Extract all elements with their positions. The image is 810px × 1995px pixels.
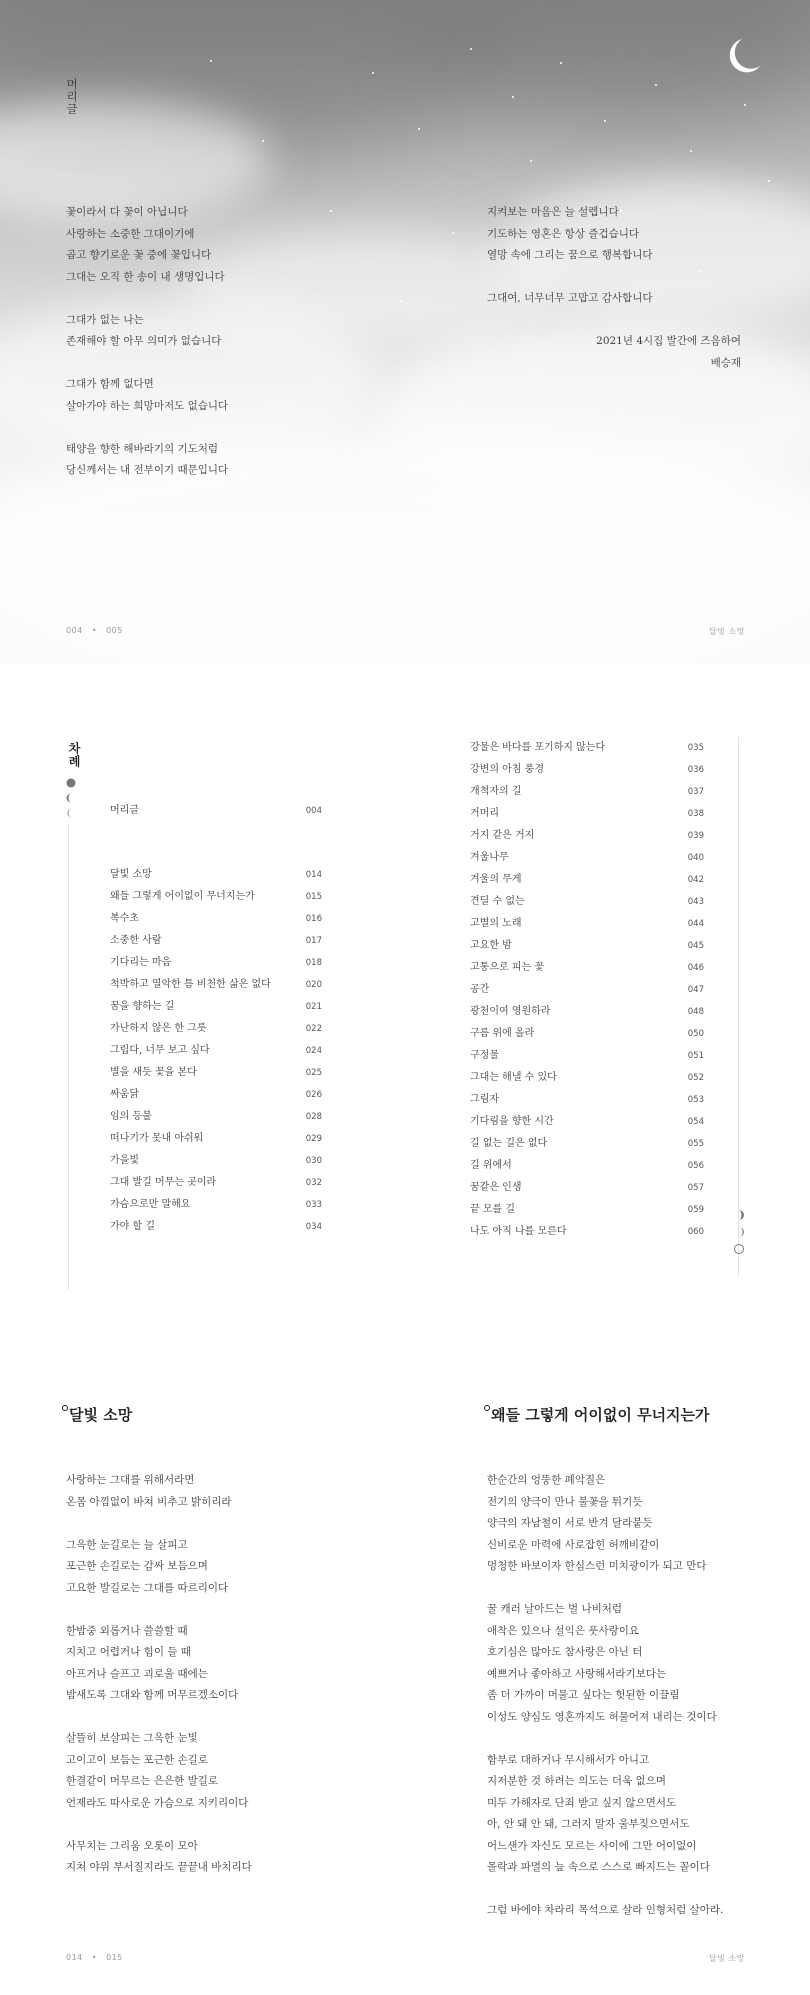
signature-date: 2021년 4시집 발간에 즈음하여 [596, 335, 741, 347]
toc-entry-title: 강변의 아침 풍경 [470, 764, 544, 775]
toc-entry-title: 가야 할 길 [110, 1221, 155, 1232]
toc-entry-page: 014 [305, 870, 322, 880]
toc-entry-page: 036 [687, 765, 704, 775]
toc-entry-page: 057 [687, 1183, 704, 1193]
toc-entry[interactable] [470, 957, 704, 979]
ring-icon [62, 1405, 68, 1411]
toc-entry[interactable] [470, 935, 704, 957]
toc-entry-title: 기다리는 마음 [110, 957, 172, 968]
poem-line: 멍청한 바보이자 한심스런 미치광이가 되고 만다 [487, 1560, 707, 1572]
toc-entry[interactable] [110, 864, 322, 886]
toc-entry-page: 050 [687, 1029, 704, 1039]
toc-entry[interactable] [110, 974, 322, 996]
folio: 004 • 005 [66, 626, 123, 635]
toc-entry-title: 견딜 수 없는 [470, 896, 525, 907]
toc-entry-title: 기다림을 향한 시간 [470, 1116, 554, 1127]
star [210, 60, 212, 62]
folio: 014 • 015 [66, 1953, 123, 1962]
poem-line: 호기심은 많아도 참사랑은 아닌 터 [487, 1646, 643, 1658]
toc-entry-page: 017 [305, 936, 322, 946]
poem-line: 살뜰히 보살피는 그윽한 눈빛 [66, 1732, 198, 1744]
toc-entry-title: 겨울의 무게 [470, 874, 522, 885]
star [512, 96, 514, 98]
toc-entry-page: 056 [687, 1161, 704, 1171]
line: 그대가 없는 나는 [66, 313, 144, 326]
toc-entry-title: 가을빛 [110, 1155, 139, 1166]
toc-entry[interactable] [470, 847, 704, 869]
toc-entry-title: 나도 아직 나를 모른다 [470, 1226, 567, 1237]
toc-entry[interactable] [110, 1040, 322, 1062]
toc-entry-page: 038 [687, 809, 704, 819]
toc-entry-title: 공간 [470, 984, 490, 995]
poem-line: 아, 안 돼 안 돼, 그러지 말자 울부짖으면서도 [487, 1818, 690, 1830]
moon-phase-icon [733, 1209, 745, 1259]
poem-title-right: 왜들 그렇게 어이없이 무너지는가 [484, 1404, 710, 1425]
star [372, 72, 374, 74]
toc-entry[interactable] [470, 781, 704, 803]
toc-entry-title: 꿈같은 인생 [470, 1182, 522, 1193]
toc-entry[interactable] [110, 996, 322, 1018]
poem-title-left: 달빛 소망 [62, 1404, 132, 1425]
toc-entry-page: 033 [305, 1200, 322, 1210]
signature-name: 배승재 [710, 356, 741, 369]
poem-line: 애착은 있으나 설익은 풋사랑이요 [487, 1624, 640, 1637]
toc-entry-title: 구름 위에 올라 [470, 1028, 535, 1039]
preface-spread [0, 0, 810, 665]
line: 열망 속에 그리는 꿈으로 행복합니다 [487, 249, 653, 261]
toc-entry[interactable] [110, 1062, 322, 1084]
toc-entry[interactable] [470, 803, 704, 825]
toc-entry-page: 042 [687, 875, 704, 885]
toc-entry[interactable] [110, 1106, 322, 1128]
preface-left-column [66, 202, 386, 482]
poem-line: 그럼 바에야 차라리 목석으로 살라 인형처럼 살아라. [487, 1904, 724, 1916]
toc-entry[interactable] [110, 1084, 322, 1106]
toc-entry-title: 소중한 사람 [110, 935, 162, 946]
running-title: 달빛 소망 [709, 627, 745, 636]
toc-entry-page: 020 [305, 980, 322, 990]
toc-entry-title: 달빛 소망 [110, 869, 152, 880]
toc-entry[interactable] [470, 825, 704, 847]
star [690, 150, 692, 152]
toc-entry-page: 048 [687, 1007, 704, 1017]
poem-line: 포근한 손길로는 감싸 보듬으며 [66, 1560, 208, 1572]
divider [738, 737, 739, 1277]
poems-spread [0, 1355, 810, 1995]
running-title: 달빛 소망 [709, 1954, 745, 1963]
toc-entry[interactable] [110, 1018, 322, 1040]
line: 그대가 함께 없다면 [66, 378, 154, 390]
toc-entry[interactable] [470, 1023, 704, 1045]
poem-line: 사무치는 그리움 오롯이 모아 [66, 1839, 198, 1852]
toc-entry[interactable] [470, 979, 704, 1001]
toc-entry-title: 고별의 노래 [470, 918, 522, 929]
toc-entry[interactable] [110, 1150, 322, 1172]
toc-entry-page: 043 [687, 897, 704, 907]
toc-entry[interactable] [110, 1128, 322, 1150]
toc-entry[interactable]: 머리글 004 [110, 805, 322, 816]
toc-entry-page: 052 [687, 1073, 704, 1083]
toc-entry-title: 광천이여 영원하라 [470, 1006, 551, 1017]
toc-entry-title: 그대 발길 머무는 곳이라 [110, 1177, 217, 1188]
toc-entry-page: 028 [305, 1112, 322, 1122]
poem-line: 몰락과 파멸의 늪 속으로 스스로 빠지드는 꼴이다 [487, 1861, 710, 1873]
page-number-right: 005 [106, 626, 123, 635]
toc-entry-page: 054 [687, 1117, 704, 1127]
toc-entry-title: 개척자의 길 [470, 786, 522, 797]
toc-entry[interactable] [470, 1111, 704, 1133]
poem-line: 양극의 자남철이 서로 반겨 달라붙듯 [487, 1517, 653, 1529]
line: 존재해야 할 아무 의미가 없습니다 [66, 335, 222, 347]
toc-entry[interactable] [470, 891, 704, 913]
toc-entry-title: 싸움닭 [110, 1089, 139, 1100]
poem-line: 예쁘거나 좋아하고 사랑해서라기보다는 [487, 1667, 667, 1680]
line: 그대는 오직 한 송이 내 생명입니다 [66, 270, 225, 283]
poem-line: 밤새도록 그대와 함께 머무르겠소이다 [66, 1689, 239, 1701]
toc-entry-title: 고요한 밤 [470, 940, 512, 951]
toc-entry-page: 040 [687, 853, 704, 863]
line: 꽃이라서 다 꽃이 아닙니다 [66, 206, 188, 218]
toc-entry-page: 025 [305, 1068, 322, 1078]
toc-entry[interactable] [110, 952, 322, 974]
star [400, 300, 402, 302]
poem-line: 한결같이 머무르는 은은한 발길로 [66, 1775, 219, 1787]
toc-entry-title: 거지 같은 거지 [470, 830, 535, 841]
poem-body-left [66, 1470, 396, 1879]
toc-entry[interactable] [470, 1221, 704, 1243]
toc-entry-title: 복수초 [110, 913, 139, 924]
line: 기도하는 영혼은 항상 즐겁습니다 [487, 227, 640, 240]
star [262, 140, 264, 142]
poem-line: 함부로 대하거나 무시해서가 아니고 [487, 1753, 650, 1766]
line: 태양을 향한 해바라기의 기도처럼 [66, 442, 219, 455]
toc-entry-page: 059 [687, 1205, 704, 1215]
toc-entry-title: 그림자 [470, 1094, 499, 1105]
toc-entry[interactable] [470, 1089, 704, 1111]
toc-entry-page: 030 [305, 1156, 322, 1166]
toc-entry[interactable] [470, 1001, 704, 1023]
toc-entry[interactable] [470, 913, 704, 935]
toc-entry-title: 구정물 [470, 1050, 499, 1061]
preface-title: 머리글 [65, 78, 79, 116]
preface-right-column [487, 202, 747, 374]
toc-entry-page: 035 [687, 743, 704, 753]
star [530, 160, 532, 162]
page-number-left: 014 [66, 1953, 83, 1962]
line: 당신께서는 내 전부이기 때문입니다 [66, 464, 229, 476]
toc-entry-title: 강물은 바다를 포기하지 않는다 [470, 742, 606, 753]
poem-line: 이성도 양심도 영혼까지도 허물어져 내리는 것이다 [487, 1710, 717, 1723]
toc-entry-title: 길 없는 길은 없다 [470, 1138, 548, 1149]
toc-entry[interactable] [110, 1194, 322, 1216]
poem-line: 좀 더 가까이 머물고 싶다는 헛된한 이끌림 [487, 1689, 680, 1701]
toc-entry-page: 046 [687, 963, 704, 973]
toc-entry[interactable] [470, 869, 704, 891]
poem-line: 어느샌가 자신도 모르는 사이에 그만 어이없이 [487, 1839, 697, 1852]
poem-line: 온몸 아낌없이 바쳐 비추고 밝히리라 [66, 1495, 232, 1508]
toc-entry-page: 032 [305, 1178, 322, 1188]
toc-entry-page: 034 [305, 1222, 322, 1232]
poem-line: 지치고 어렵거나 힘이 들 때 [66, 1646, 191, 1658]
toc-entry[interactable] [110, 930, 322, 952]
divider [68, 825, 69, 1290]
poem-line: 고이고이 보듬는 포근한 손길로 [66, 1753, 208, 1766]
toc-entry-title: 길 위에서 [470, 1160, 512, 1171]
page-number-left: 004 [66, 626, 83, 635]
toc-entry[interactable] [110, 886, 322, 908]
toc-entry-page: 060 [687, 1227, 704, 1237]
ring-icon [484, 1405, 490, 1411]
toc-entry[interactable] [470, 1177, 704, 1199]
line: 곱고 향기로운 꽃 중에 꽃입니다 [66, 249, 212, 261]
poem-body-right [487, 1470, 787, 1922]
star [560, 62, 562, 64]
toc-entry-title: 꿈을 향하는 길 [110, 1001, 175, 1012]
toc-entry-page: 051 [687, 1051, 704, 1061]
toc-entry-page: 037 [687, 787, 704, 797]
line: 그대여, 너무너무 고맙고 감사합니다 [487, 292, 653, 304]
toc-entry[interactable] [470, 1155, 704, 1177]
toc-entry-page: 055 [687, 1139, 704, 1149]
toc-entry[interactable] [110, 1172, 322, 1194]
contents-spread [0, 665, 810, 1355]
star [604, 120, 606, 122]
star [744, 104, 746, 106]
toc-entry[interactable] [470, 1133, 704, 1155]
poem-line: 지쳐 야위 부서질지라도 끝끝내 바치리다 [66, 1861, 252, 1873]
star [418, 128, 420, 130]
toc-entry[interactable] [470, 1045, 704, 1067]
toc-entry-page: 053 [687, 1095, 704, 1105]
star [470, 48, 472, 50]
toc-entry-title: 끝 모를 길 [470, 1204, 515, 1215]
toc-entry-title: 별을 새듯 꽃을 본다 [110, 1067, 197, 1078]
line: 지켜보는 마음은 늘 설렙니다 [487, 206, 619, 218]
poem-line: 전기의 양극이 만나 불꽃을 튀기듯 [487, 1495, 643, 1508]
toc-entry[interactable] [110, 908, 322, 930]
toc-entry-title: 겨울나무 [470, 852, 509, 863]
poem-line: 신비로운 마력에 사로잡힌 허깨비같이 [487, 1538, 660, 1551]
toc-entry[interactable] [110, 1216, 322, 1238]
poem-line: 고요한 발길로는 그대를 따르리이다 [66, 1581, 229, 1594]
star [655, 84, 657, 86]
line: 사랑하는 소중한 그대이기에 [66, 227, 195, 240]
poem-line: 한밤중 외롭거나 쓸쓸할 때 [66, 1624, 188, 1637]
star [452, 232, 454, 234]
poem-line: 꿀 캐러 날아드는 벌 나비처럼 [487, 1603, 623, 1615]
toc-entry-page: 022 [305, 1024, 322, 1034]
toc-entry-page: 045 [687, 941, 704, 951]
toc-entry-page: 015 [305, 892, 322, 902]
toc-entry-page: 029 [305, 1134, 322, 1144]
poem-line: 언제라도 따사로운 가슴으로 지키리이다 [66, 1796, 249, 1809]
line: 살아가야 하는 희망마저도 없습니다 [66, 399, 229, 412]
toc-entry-title: 가난하지 않은 한 그릇 [110, 1023, 207, 1034]
toc-entry-page: 024 [305, 1046, 322, 1056]
toc-entry-page: 047 [687, 985, 704, 995]
poem-line: 사랑하는 그대를 위해서라면 [66, 1474, 195, 1486]
crescent-moon-icon [728, 36, 762, 76]
toc-entry-page: 021 [305, 1002, 322, 1012]
toc-entry-page: 016 [305, 914, 322, 924]
toc-entry[interactable] [470, 1199, 704, 1221]
toc-entry-title: 떠나기가 못내 아쉬워 [110, 1133, 204, 1144]
toc-entry-page: 044 [687, 919, 704, 929]
toc-entry[interactable] [470, 737, 704, 759]
toc-entry-title: 임의 등불 [110, 1111, 152, 1122]
toc-entry-title: 왜들 그렇게 어이없이 무너지는가 [110, 891, 255, 902]
toc-entry[interactable] [470, 1067, 704, 1089]
toc-entry-title: 그대는 해낼 수 있다 [470, 1072, 557, 1083]
poem-line: 미두 가해자로 단죄 받고 싶지 않으면서도 [487, 1796, 677, 1809]
toc-entry-title: 가슴으로만 말해요 [110, 1199, 191, 1210]
toc-entry-page: 039 [687, 831, 704, 841]
poem-line: 그윽한 눈길로는 늘 살피고 [66, 1538, 188, 1551]
toc-entry-title: 거머리 [470, 808, 499, 819]
toc-entry-title: 고통으로 피는 꽃 [470, 962, 544, 973]
star [768, 180, 770, 182]
poem-line: 한순간의 엉뚱한 폐악질은 [487, 1474, 606, 1486]
toc-entry-title: 그립다, 너무 보고 싶다 [110, 1045, 210, 1056]
moon-phase-icon [66, 778, 76, 822]
poem-line: 아프거나 슬프고 괴로울 때에는 [66, 1667, 208, 1680]
toc-entry[interactable] [470, 759, 704, 781]
toc-entry-page: 018 [305, 958, 322, 968]
poem-line: 지저분한 것 하려는 의도는 더욱 없으며 [487, 1775, 666, 1787]
contents-title: 차례 [67, 742, 81, 768]
toc-entry-title: 척박하고 열악한 틈 비천한 삶은 없다 [110, 979, 271, 990]
toc-entry-page: 026 [305, 1090, 322, 1100]
page-number-right: 015 [106, 1953, 123, 1962]
